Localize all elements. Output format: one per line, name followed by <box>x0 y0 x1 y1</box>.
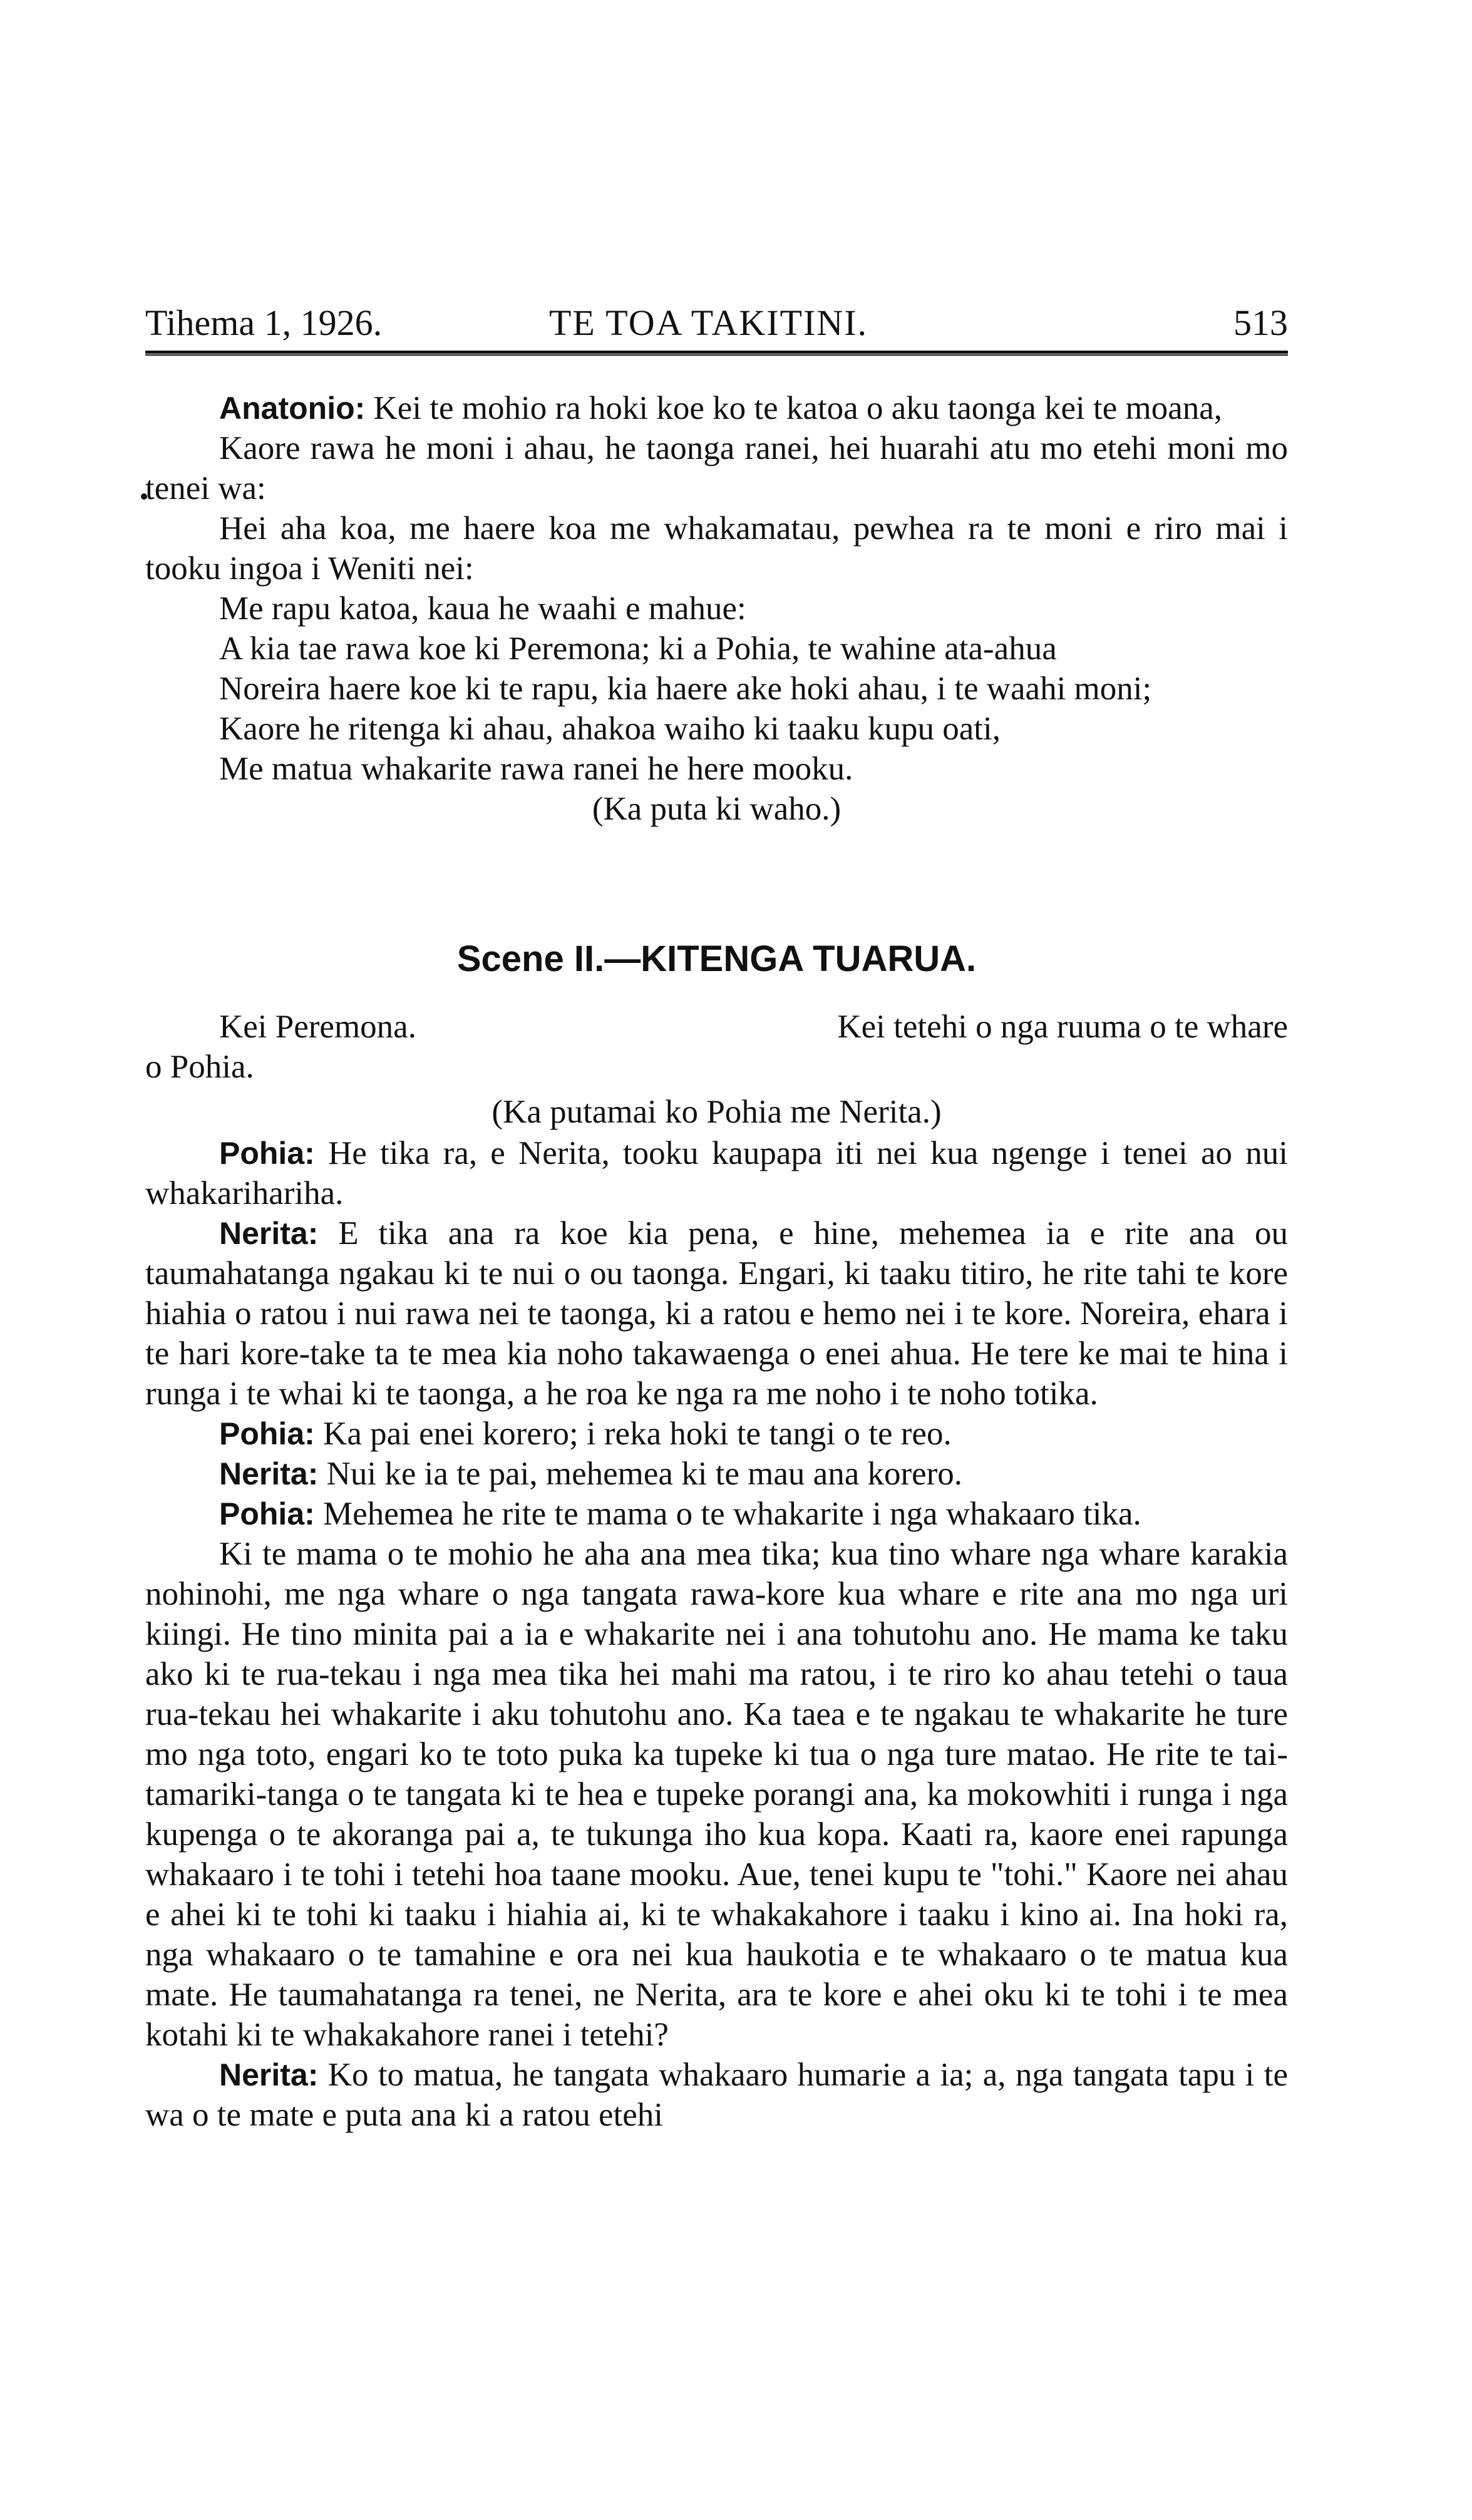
location-right: Kei tetehi o nga ruuma o te whare <box>837 1009 1288 1045</box>
dialogue-line: Pohia: Ka pai enei korero; i reka hoki te tangi o te reo. <box>219 1416 952 1452</box>
dialogue-line: Nerita: E tika ana ra koe kia pena, e hine, mehemea ia e rite ana ou taumahatanga ngakau ki te nui o ou taonga. Engari, ki taaku titiro, he rite tahi te kore hiahia o ratou i nui rawa nei te taonga, ki a ratou e hemo nei i te kore. Noreira, ehara i te hari kore-take ta te mea kia noho takawaenga o enei ahua. He tere ke mai te hina i runga i te whai ki te taonga, a he roa ke nga ra me noho i te noho totika. <box>145 1215 1289 1412</box>
speaker-name: Pohia: <box>219 1136 315 1171</box>
speaker-name: Pohia: <box>219 1496 315 1531</box>
speech-line: Me rapu katoa, kaua he waahi e mahue: <box>219 590 746 627</box>
stage-direction: (Ka puta ki waho.) <box>592 791 842 827</box>
header-rule <box>145 351 1288 356</box>
location-cont: o Pohia. <box>145 1049 254 1085</box>
speech-line: Hei aha koa, me haere koa me whakamatau, pewhea ra te moni e riro mai i tooku ingoa i Weniti nei: <box>145 510 1288 587</box>
dialogue-block <box>145 1133 1288 2135</box>
speech-line: Kaore rawa he moni i ahau, he taonga ranei, hei huarahi atu mo etehi moni mo tenei wa: <box>145 430 1288 507</box>
speech-line: A kia tae rawa koe ki Peremona; ki a Pohia, te wahine ata-ahua <box>219 630 1057 667</box>
scene-block <box>145 939 1288 1132</box>
speaker-name: Nerita: <box>219 2057 319 2092</box>
location-left: Kei Peremona. <box>219 1009 416 1045</box>
long-paragraph: Ki te mama o te mohio he aha ana mea tika; kua tino whare nga whare karakia nohinohi, me nga whare o nga tangata rawa-kore kua whare e rite ana mo nga uri kiingi. He tino minita pai a ia e whakarite nei i ana tohutohu ano. He mama ke taku ako ki te rua-tekau i nga mea tika hei mahi ma ratou, i te riro ko ahau tetehi o taua rua-tekau hei whakarite i aku tohutohu ano. Ka taea e te ngakau te whakarite he ture mo nga toto, engari ko te toto puka ka tupeke ki tua o nga ture matao. He rite te tai-tamariki-tanga o te tangata ki te hea e tupeke porangi ana, ka mokowhiti i runga i nga kupenga o te akoranga pai a, te tukunga iho kua kopa. Kaati ra, kaore enei rapunga whakaaro i te tohi i tetehi hoa taane mooku. Aue, tenei kupu te "tohi." Kaore nei ahau e ahei ki te tohi ki taaku i hiahia ai, ki te whakakahore i taaku i kino ai. Ina hoki ra, nga whakaaro o te tamahine e ora nei kua haukotia e te whakaaro o te matua kua mate. He taumahatanga ra tenei, ne Nerita, ara te kore e ahei oku ki te tohi i te mea kotahi ki te whakakahore ranei i tetehi? <box>145 1536 1288 2053</box>
speech-line: Kaore he ritenga ki ahau, ahakoa waiho ki taaku kupu oati, <box>219 711 1001 747</box>
running-header <box>145 298 1288 348</box>
header-title: TE TOA TAKITINI. <box>549 302 868 343</box>
header-date: Tihema 1, 1926. <box>145 302 383 343</box>
page-number: 513 <box>1233 302 1288 343</box>
dialogue-line: Pohia: He tika ra, e Nerita, tooku kaupapa iti nei kua ngenge i tenei ao nui whakarihariha. <box>145 1135 1288 1211</box>
dialogue-line: Nerita: Ko to matua, he tangata whakaaro humarie a ia; a, nga tangata tapu i te wa o te mate e puta ana ki a ratou etehi <box>145 2057 1288 2133</box>
dialogue-line: Nerita: Nui ke ia te pai, mehemea ki te mau ana korero. <box>219 1456 963 1492</box>
speaker-name: Anatonio: <box>219 391 366 426</box>
speech-line: Anatonio: Kei te mohio ra hoki koe ko te katoa o aku taonga kei te moana, <box>219 390 1223 426</box>
speaker-name: Pohia: <box>219 1416 315 1451</box>
stage-direction: (Ka putamai ko Pohia me Nerita.) <box>492 1094 942 1130</box>
scene-location <box>145 1007 1288 1047</box>
scene-title: Scene II.—KITENGA TUARUA. <box>456 939 977 979</box>
speech-line: Noreira haere koe ki te rapu, kia haere ake hoki ahau, i te waahi moni; <box>219 671 1152 707</box>
speaker-name: Nerita: <box>219 1456 319 1491</box>
speaker-name: Nerita: <box>219 1216 319 1251</box>
dialogue-line: Pohia: Mehemea he rite te mama o te whakarite i nga whakaaro tika. <box>219 1496 1141 1532</box>
speech-line: Me matua whakarite rawa ranei he here mooku. <box>219 751 853 787</box>
anatonio-speech <box>145 388 1288 829</box>
